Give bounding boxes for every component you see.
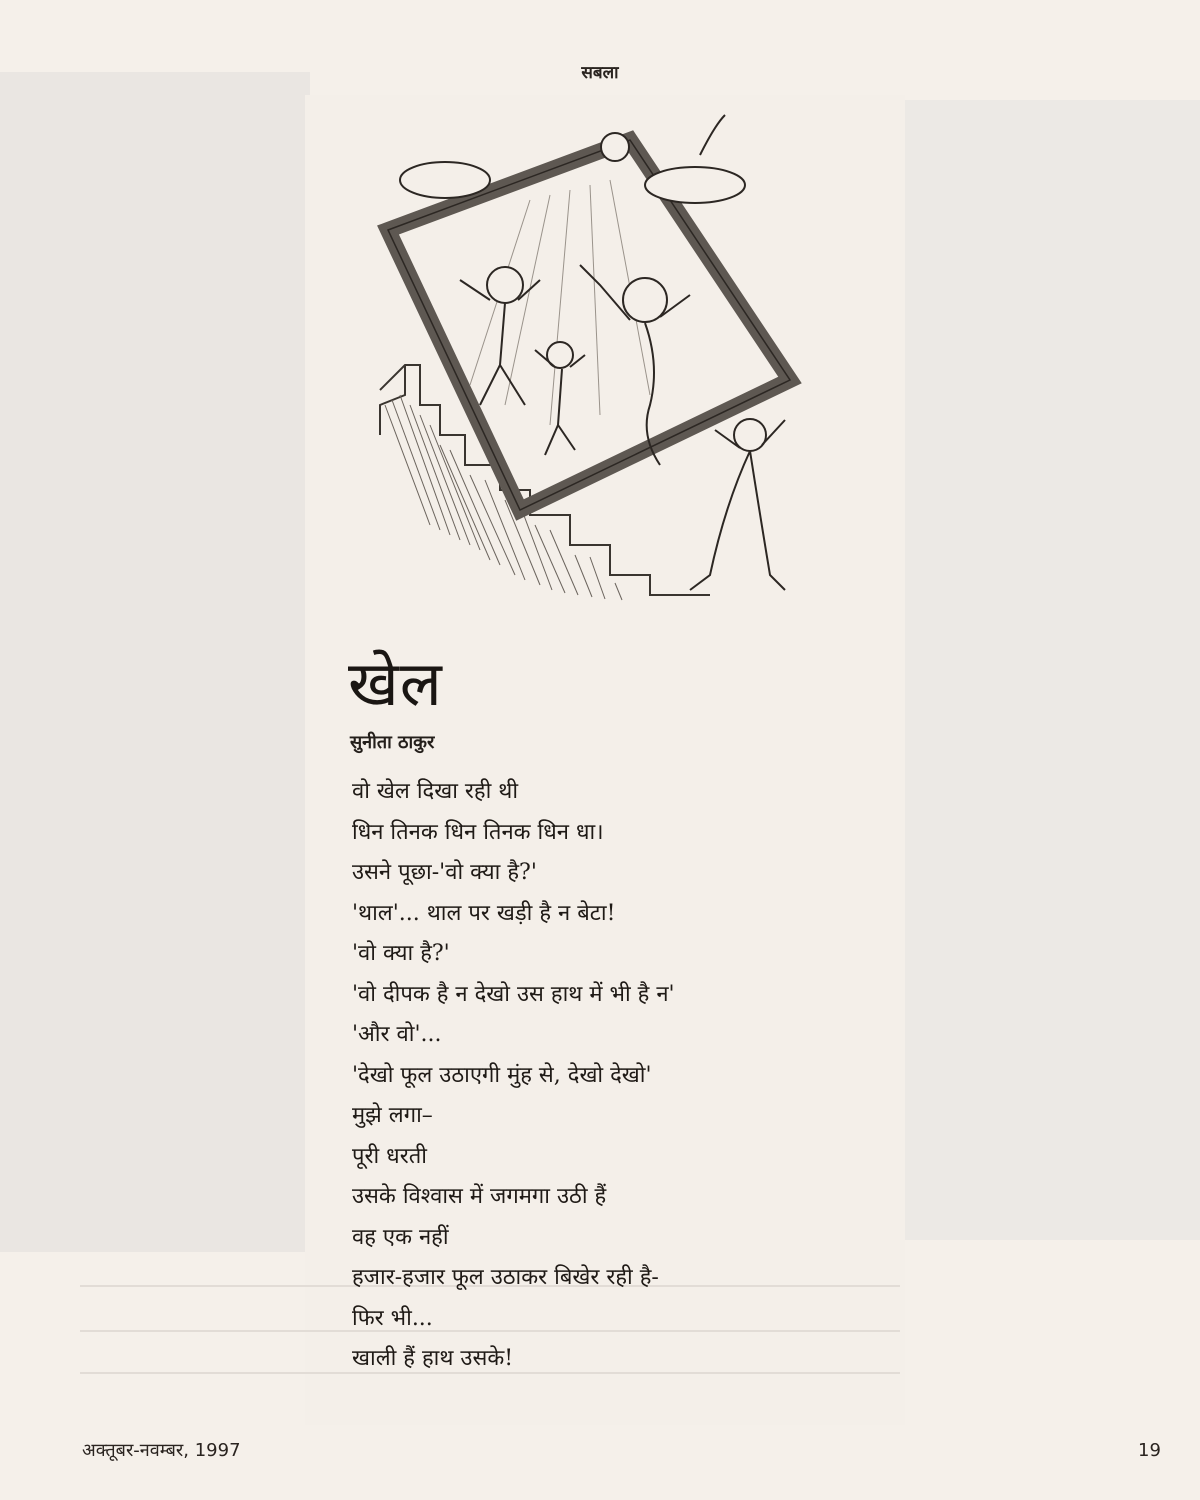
poem-author: सुनीता ठाकुर xyxy=(350,732,435,753)
poem-line: खाली हैं हाथ उसके! xyxy=(352,1346,514,1371)
poem-title: खेल xyxy=(348,647,443,720)
poem-line: 'वो दीपक है न देखो उस हाथ में भी है न' xyxy=(352,981,675,1007)
poem-line: फिर भी... xyxy=(352,1305,433,1331)
poem-line: 'थाल'... थाल पर खड़ी है न बेटा! xyxy=(352,900,616,926)
poem-line: वो खेल दिखा रही थी xyxy=(352,779,519,804)
issue-date: अक्तूबर-नवम्बर, 1997 xyxy=(82,1440,241,1461)
poem-line: पूरी धरती xyxy=(352,1143,427,1169)
poem-line: उसके विश्वास में जगमगा उठी हैं xyxy=(352,1184,607,1209)
poem-line: हजार-हजार फूल उठाकर बिखेर रही है- xyxy=(352,1265,659,1290)
magazine-header: सबला xyxy=(581,63,619,83)
poem-line: वह एक नहीं xyxy=(352,1224,449,1250)
poem-line: 'और वो'... xyxy=(352,1022,442,1047)
poem-line: उसने पूछा-'वो क्या है?' xyxy=(352,860,537,885)
poem-line: 'वो क्या है?' xyxy=(352,941,450,966)
poem-line: धिन तिनक धिन तिनक धिन धा। xyxy=(352,819,604,845)
poem-line: 'देखो फूल उठाएगी मुंह से, देखो देखो' xyxy=(352,1062,652,1088)
page-number: 19 xyxy=(1138,1440,1161,1461)
poem-body xyxy=(352,772,675,1380)
background-panel-right xyxy=(895,100,1200,1240)
poem-line: मुझे लगा– xyxy=(352,1103,433,1128)
dancing-figures-in-tilted-frame-icon xyxy=(330,105,810,610)
background-panel-left xyxy=(0,72,310,1252)
